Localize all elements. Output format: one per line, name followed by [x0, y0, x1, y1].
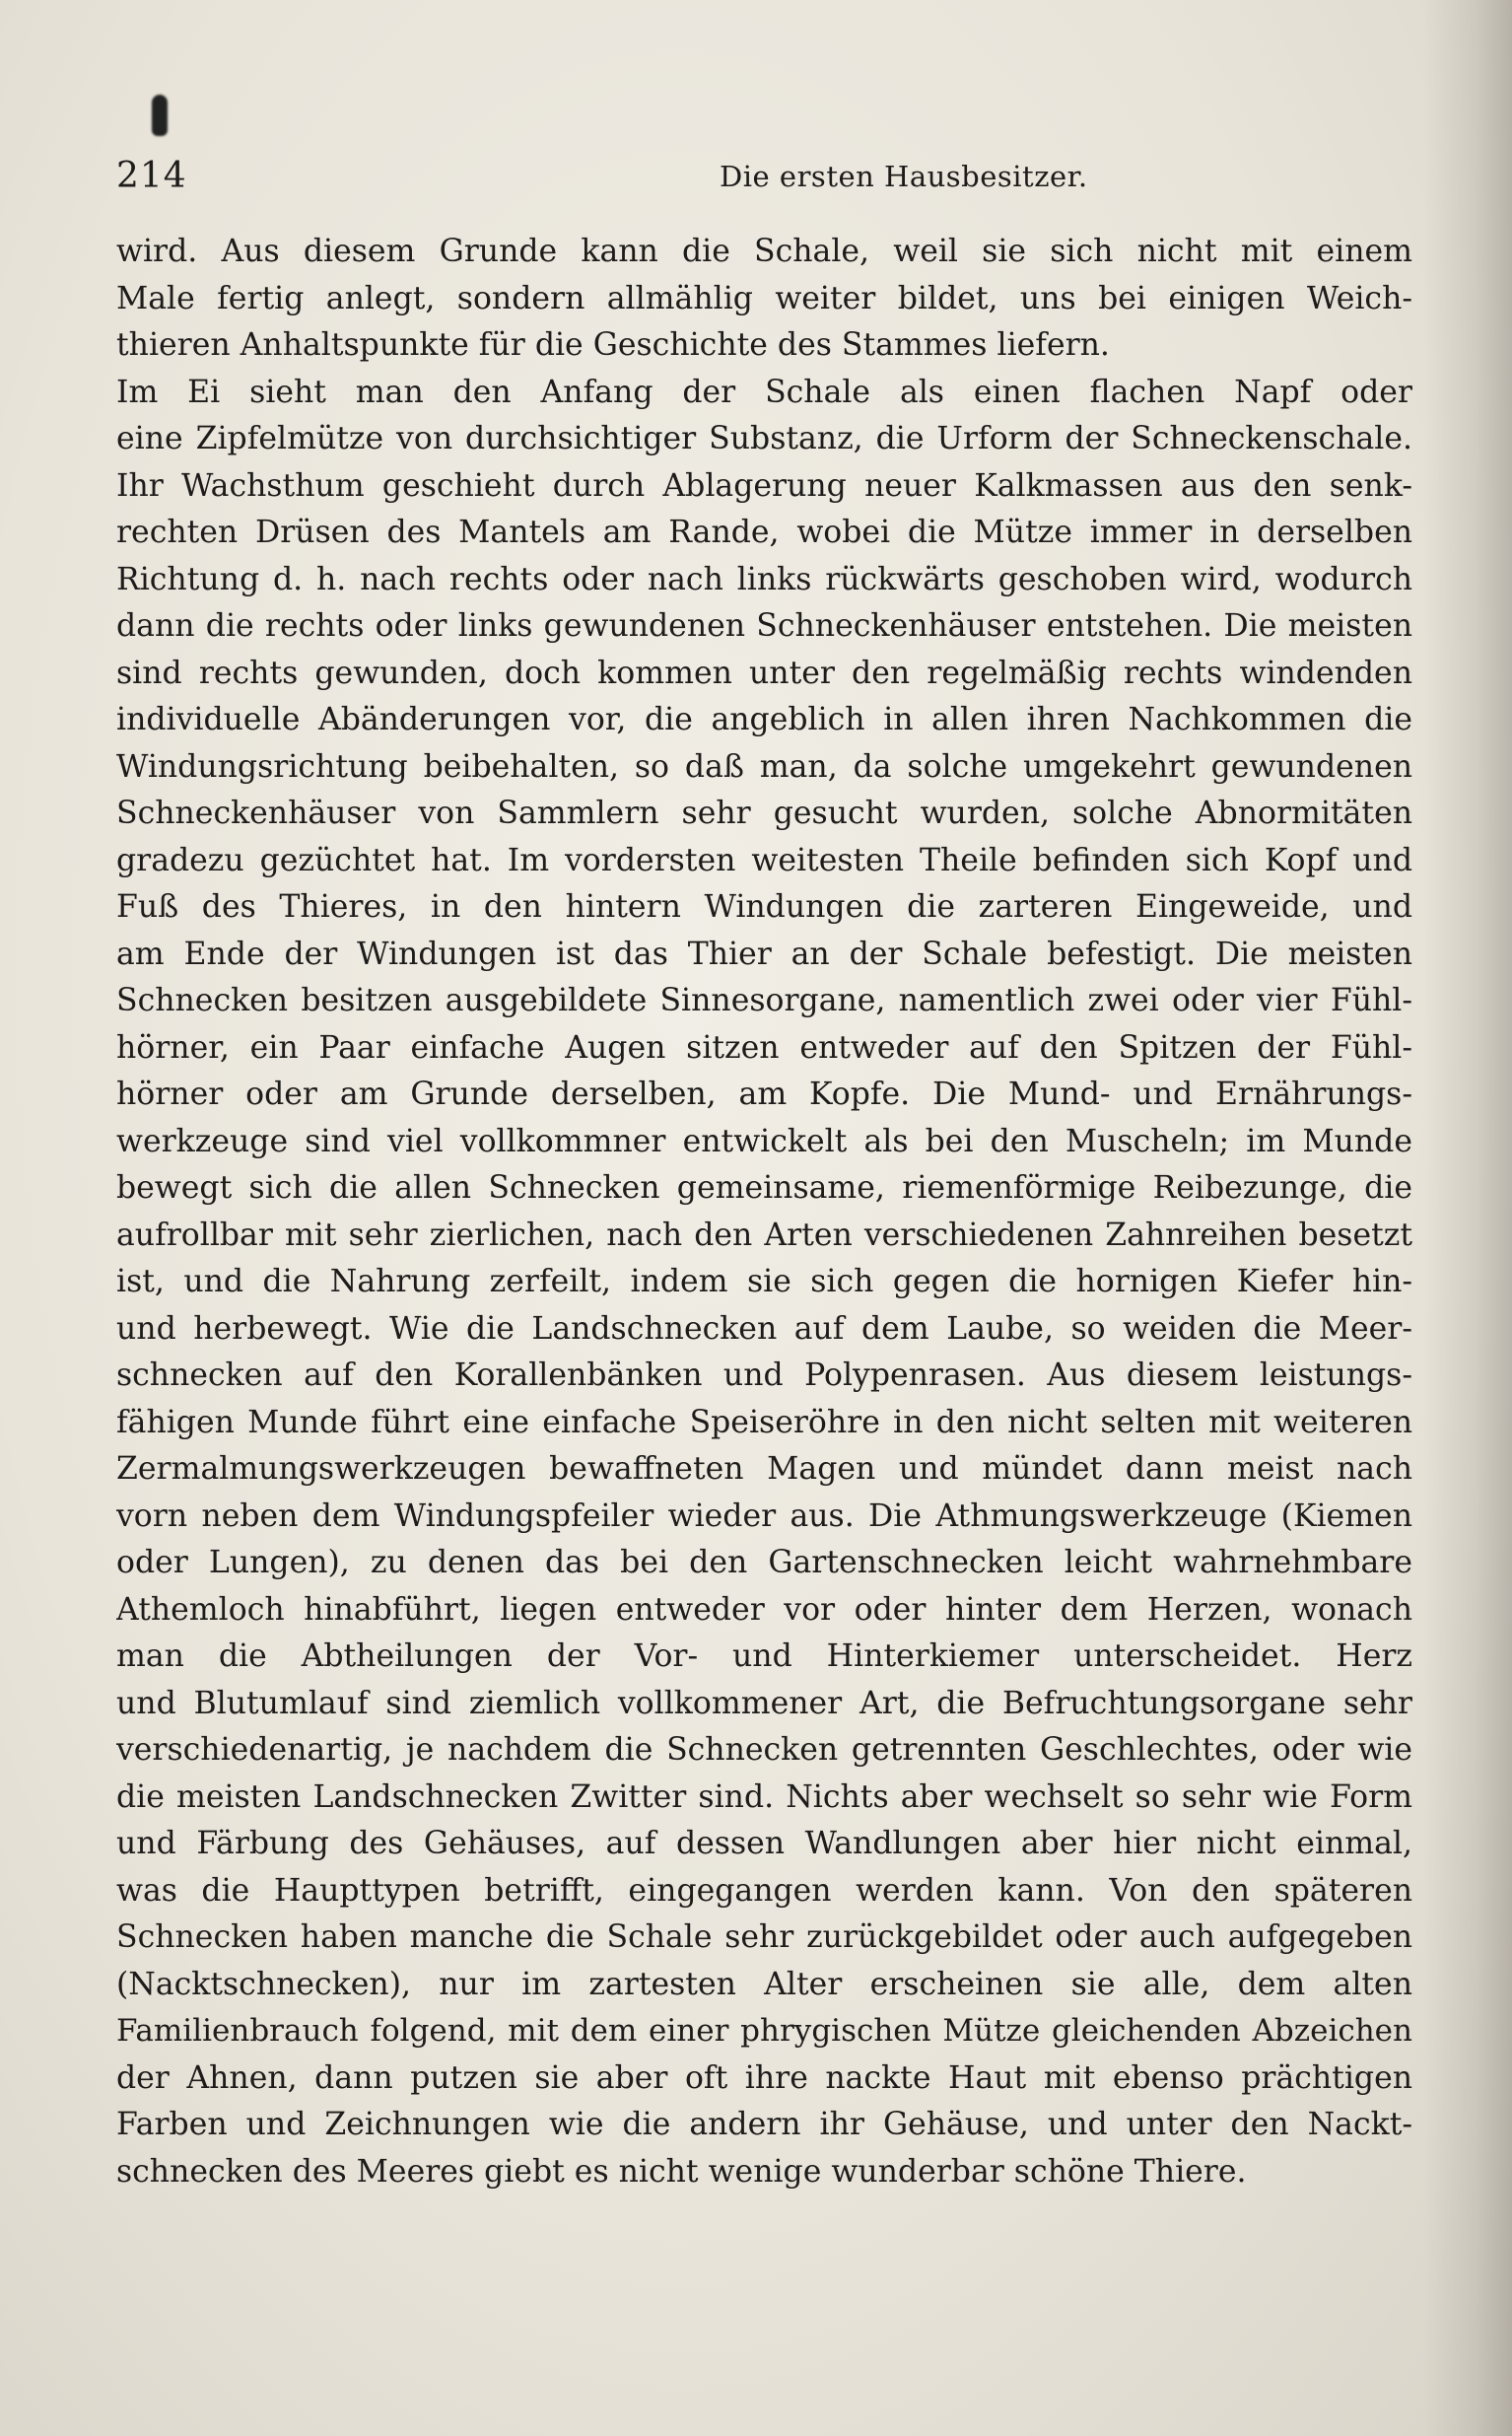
text-line: Richtung d. h. nach rechts oder nach links rückwärts geschoben wird, wodurch [116, 561, 1412, 597]
page-number: 214 [116, 156, 187, 196]
text-line: Schnecken haben manche die Schale sehr zurückgebildet oder auch aufgegeben [116, 1919, 1412, 1955]
text-line: Schneckenhäuser von Sammlern sehr gesucht wurden, solche Abnormitäten [116, 796, 1412, 831]
text-line: die meisten Landschnecken Zwitter sind. Nichts aber wechselt so sehr wie Form [116, 1778, 1412, 1815]
text-line: Familienbrauch folgend, mit dem einer phrygischen Mütze gleichenden Abzeichen [116, 2013, 1412, 2049]
running-head: Die ersten Hausbesitzer. [720, 160, 1088, 193]
text-line: wird. Aus diesem Grunde kann die Schale, weil sie sich nicht mit einem [116, 234, 1412, 269]
binding-shadow [1423, 0, 1512, 2436]
text-line: aufrollbar mit sehr zierlichen, nach den Arten verschiedenen Zahnreihen besetzt [116, 1217, 1412, 1253]
text-line: thieren Anhaltspunkte für die Geschichte des Stammes liefern. [116, 327, 1110, 363]
body-text [116, 229, 1412, 2195]
text-line: sind rechts gewunden, doch kommen unter den regelmäßig rechts windenden [116, 655, 1412, 691]
text-line: und herbewegt. Wie die Landschnecken auf dem Laube, so weiden die Meer- [116, 1310, 1412, 1347]
text-line: Fuß des Thieres, in den hintern Windungen die zarteren Eingeweide, und [116, 889, 1412, 925]
text-line: ist, und die Nahrung zerfeilt, indem sie sich gegen die hornigen Kiefer hin- [116, 1264, 1412, 1299]
text-line: Schnecken besitzen ausgebildete Sinnesorgane, namentlich zwei oder vier Fühl- [116, 983, 1412, 1018]
text-line: Male fertig anlegt, sondern allmählig weiter bildet, uns bei einigen Weich- [116, 280, 1412, 316]
text-line: verschiedenartig, je nachdem die Schnecken getrennten Geschlechtes, oder wie [116, 1732, 1412, 1768]
text-line: was die Haupttypen betrifft, eingegangen werden kann. Von den späteren [116, 1872, 1412, 1909]
text-line: schnecken auf den Korallenbänken und Polypenrasen. Aus diesem leistungs- [116, 1357, 1412, 1393]
text-line: dann die rechts oder links gewundenen Schneckenhäuser entstehen. Die meisten [116, 608, 1412, 644]
text-line: Ihr Wachsthum geschieht durch Ablagerung neuer Kalkmassen aus den senk- [116, 467, 1412, 504]
ink-smudge [152, 95, 168, 136]
text-line: schnecken des Meeres giebt es nicht wenige wunderbar schöne Thiere. [116, 2153, 1247, 2190]
text-line: vorn neben dem Windungspfeiler wieder aus. Die Athmungswerkzeuge (Kiemen [116, 1497, 1412, 1534]
text-line: fähigen Munde führt eine einfache Speiseröhre in den nicht selten mit weiteren [116, 1404, 1412, 1440]
text-line: oder Lungen), zu denen das bei den Gartenschnecken leicht wahrnehmbare [116, 1545, 1412, 1580]
text-line: gradezu gezüchtet hat. Im vordersten weitesten Theile befinden sich Kopf und [116, 842, 1412, 878]
text-line: Windungsrichtung beibehalten, so daß man, da solche umgekehrt gewundenen [116, 748, 1412, 785]
text-line: (Nacktschnecken), nur im zartesten Alter erscheinen sie alle, dem alten [116, 1966, 1412, 2002]
text-line: Zermalmungswerkzeugen bewaffneten Magen und mündet dann meist nach [116, 1451, 1412, 1487]
text-line: man die Abtheilungen der Vor- und Hinterkiemer unterscheidet. Herz [116, 1638, 1412, 1674]
text-line: am Ende der Windungen ist das Thier an der Schale befestigt. Die meisten [116, 936, 1412, 972]
text-line: eine Zipfelmütze von durchsichtiger Substanz, die Urform der Schneckenschale. [116, 421, 1412, 456]
text-line: Farben und Zeichnungen wie die andern ihr Gehäuse, und unter den Nackt- [116, 2107, 1412, 2142]
text-line: und Blutumlauf sind ziemlich vollkommener Art, die Befruchtungsorgane sehr [116, 1685, 1412, 1721]
text-line: bewegt sich die allen Schnecken gemeinsame, riemenförmige Reibezunge, die [116, 1170, 1412, 1206]
text-line: hörner, ein Paar einfache Augen sitzen entweder auf den Spitzen der Fühl- [116, 1029, 1412, 1066]
text-line: werkzeuge sind viel vollkommner entwickelt als bei den Muscheln; im Munde [116, 1123, 1412, 1159]
text-line: der Ahnen, dann putzen sie aber oft ihre nackte Haut mit ebenso prächtigen [116, 2059, 1412, 2096]
text-line: Athemloch hinabführt, liegen entweder vor oder hinter dem Herzen, wonach [116, 1591, 1412, 1628]
text-line: Im Ei sieht man den Anfang der Schale als einen flachen Napf oder [116, 374, 1412, 410]
text-line: rechten Drüsen des Mantels am Rande, wobei die Mütze immer in derselben [116, 515, 1412, 550]
text-line: individuelle Abänderungen vor, die angeblich in allen ihren Nachkommen die [116, 702, 1412, 737]
text-line: und Färbung des Gehäuses, auf dessen Wandlungen aber hier nicht einmal, [116, 1826, 1412, 1861]
text-line: hörner oder am Grunde derselben, am Kopfe. Die Mund- und Ernährungs- [116, 1077, 1412, 1112]
page-header [116, 156, 1412, 205]
